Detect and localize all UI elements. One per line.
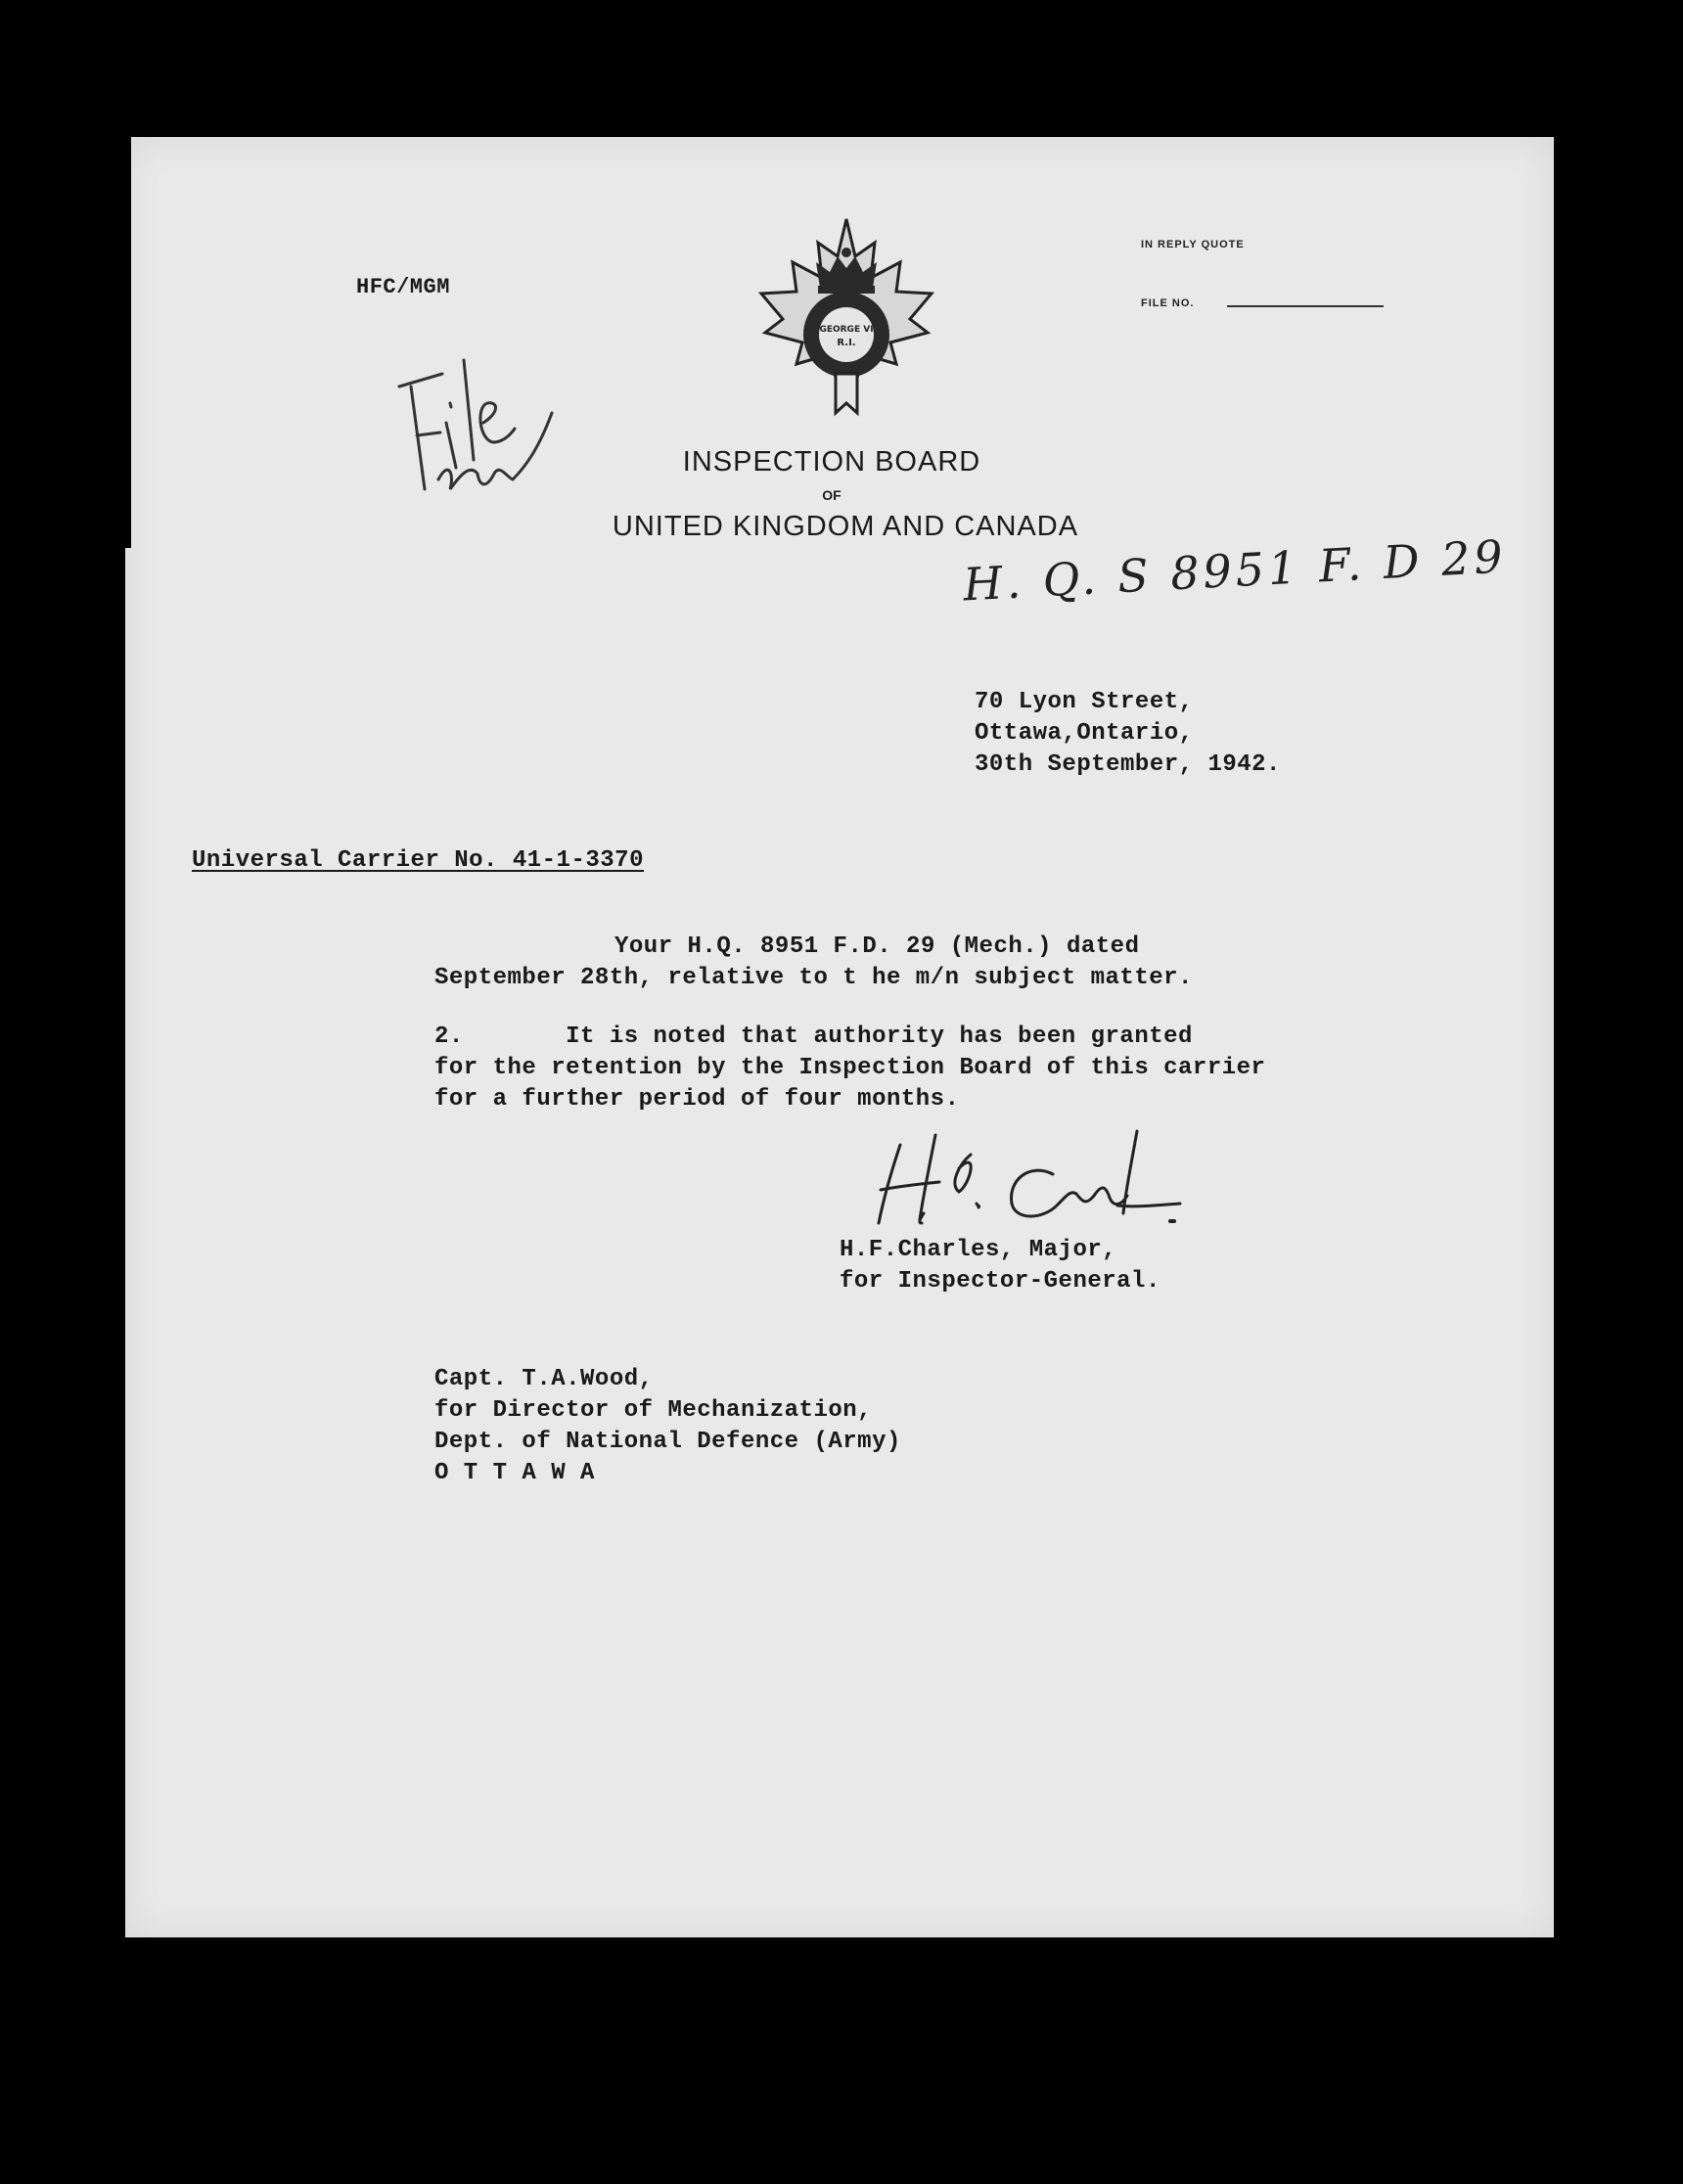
file-no-blank-line	[1227, 305, 1384, 307]
address-line1: 70 Lyon Street,	[975, 689, 1194, 715]
recipient-line1: Capt. T.A.Wood,	[434, 1366, 654, 1392]
body-para1-line1: Your H.Q. 8951 F.D. 29 (Mech.) dated	[614, 933, 1140, 960]
body-para2-line2: for the retention by the Inspection Board of this carrier	[434, 1055, 1266, 1081]
address-date: 30th September, 1942.	[975, 751, 1281, 778]
crest-text-line1: GEORGE VI	[819, 325, 874, 335]
recipient-line3: Dept. of National Defence (Army)	[434, 1429, 901, 1455]
handwritten-signature	[861, 1125, 1194, 1233]
handwritten-file-note	[391, 342, 568, 509]
page-edge-shadow	[115, 137, 131, 548]
recipient-line4: O T T A W A	[434, 1460, 595, 1486]
letterhead-line3: UNITED KINGDOM AND CANADA	[612, 511, 1079, 542]
signature-name-line: H.F.Charles, Major,	[840, 1237, 1117, 1263]
letterhead-line1: INSPECTION BOARD	[682, 446, 981, 478]
crest-text-line2: R.I.	[837, 338, 856, 348]
body-para1-line2: September 28th, relative to t he m/n subject matter.	[434, 965, 1193, 991]
maple-leaf-crown-crest-icon	[753, 217, 939, 423]
handwritten-reference: H. Q. S 8951 F. D 29	[961, 529, 1508, 612]
recipient-line2: for Director of Mechanization,	[434, 1397, 873, 1424]
address-line2: Ottawa,Ontario,	[975, 720, 1194, 747]
body-para2-line1: 2. It is noted that authority has been granted	[434, 1024, 1193, 1050]
signature-title-line: for Inspector-General.	[840, 1268, 1160, 1295]
letterhead-line2: OF	[822, 487, 842, 503]
reference-initials: HFC/MGM	[356, 275, 450, 299]
in-reply-quote-label: IN REPLY QUOTE	[1141, 239, 1245, 250]
file-no-label: FILE NO.	[1141, 297, 1195, 309]
subject-line: Universal Carrier No. 41-1-3370	[192, 847, 644, 874]
body-para2-line3: for a further period of four months.	[434, 1086, 960, 1113]
